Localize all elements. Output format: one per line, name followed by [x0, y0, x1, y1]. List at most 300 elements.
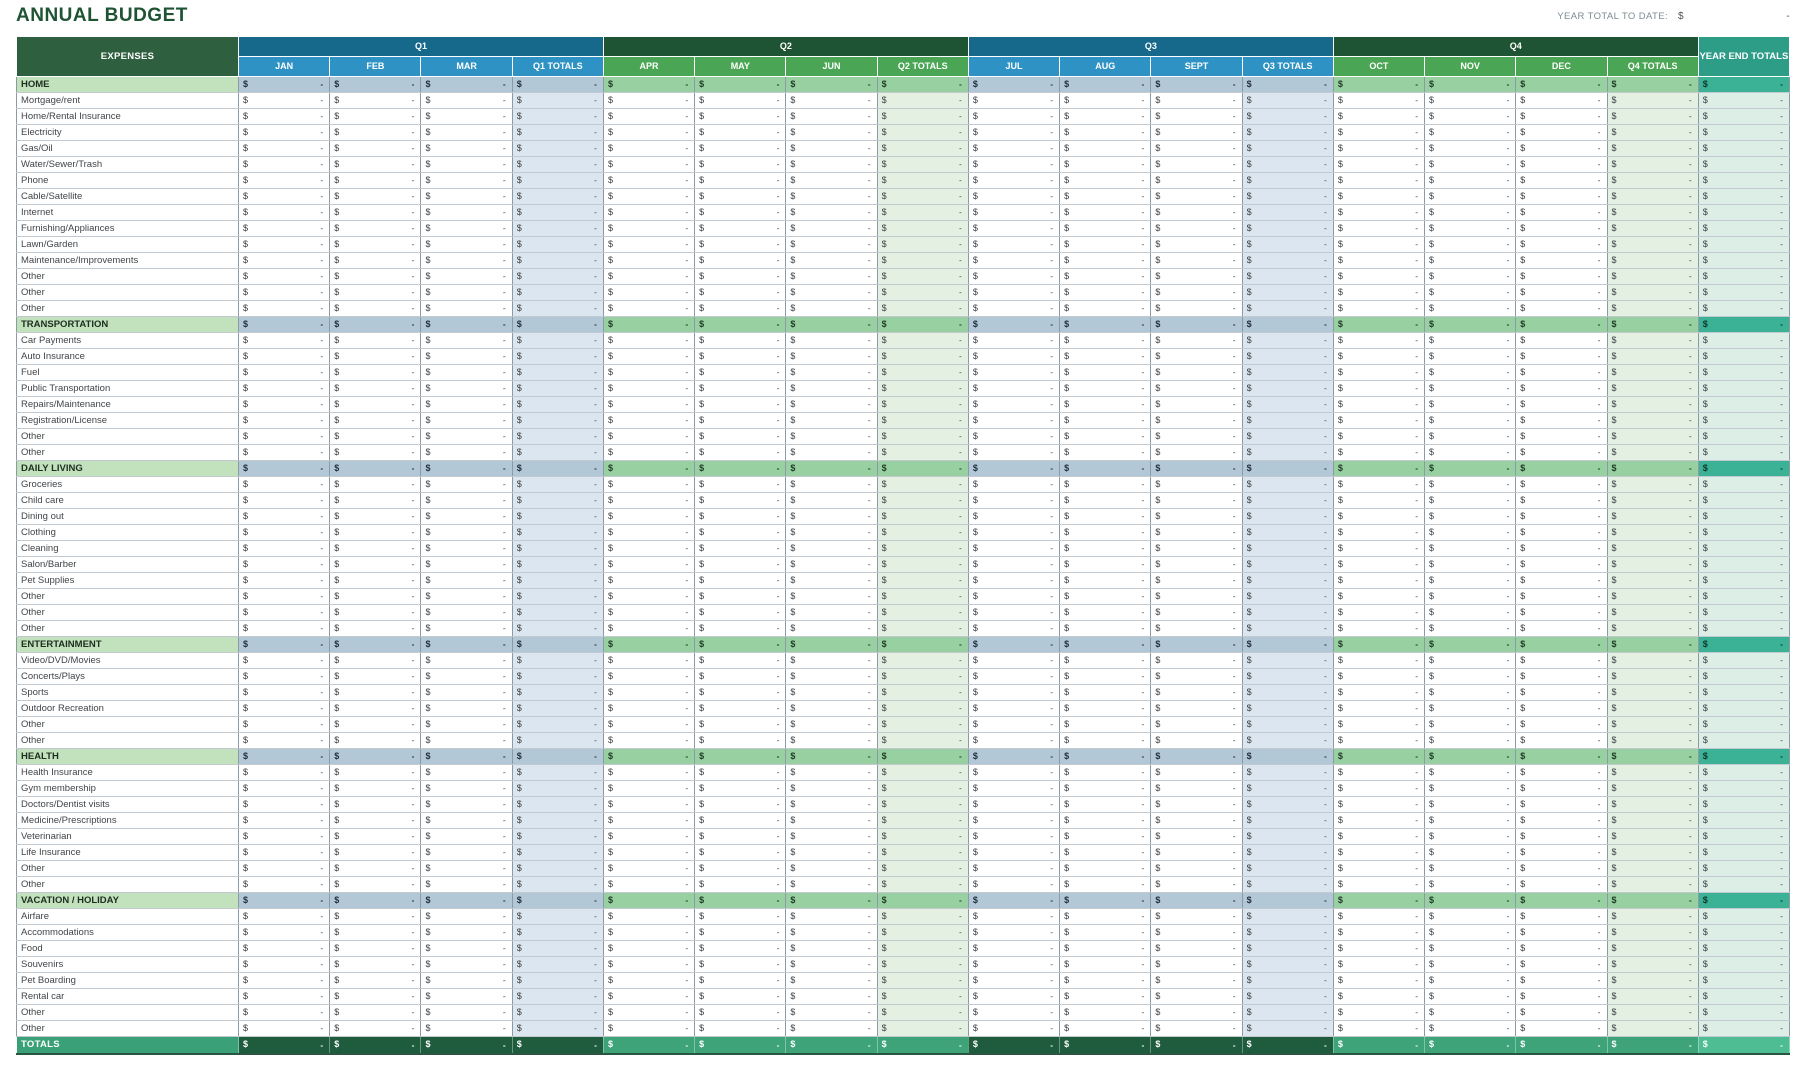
section-year-end-cell[interactable] [1698, 461, 1789, 477]
amount-cell[interactable] [603, 93, 694, 109]
year-end-total-cell[interactable] [1698, 653, 1789, 669]
amount-cell[interactable] [1333, 557, 1424, 573]
quarter-total-cell[interactable] [1242, 573, 1333, 589]
amount-cell[interactable] [1333, 269, 1424, 285]
quarter-total-cell[interactable] [512, 477, 603, 493]
amount-cell[interactable] [968, 957, 1059, 973]
quarter-total-cell[interactable] [1607, 93, 1698, 109]
amount-cell[interactable] [1333, 973, 1424, 989]
amount-cell[interactable] [786, 813, 877, 829]
amount-cell[interactable] [421, 381, 512, 397]
quarter-total-cell[interactable] [512, 989, 603, 1005]
amount-cell[interactable] [1333, 429, 1424, 445]
month-header-apr[interactable]: APR [603, 57, 694, 77]
amount-cell[interactable] [330, 909, 421, 925]
amount-cell[interactable] [968, 861, 1059, 877]
quarter-total-cell[interactable] [512, 205, 603, 221]
section-amount-cell[interactable] [1242, 749, 1333, 765]
amount-cell[interactable] [603, 173, 694, 189]
quarter-total-cell[interactable] [877, 125, 968, 141]
amount-cell[interactable] [330, 941, 421, 957]
amount-cell[interactable] [330, 269, 421, 285]
quarter-total-cell[interactable] [1242, 413, 1333, 429]
amount-cell[interactable] [786, 1021, 877, 1037]
amount-cell[interactable] [1333, 925, 1424, 941]
quarter-total-cell[interactable] [877, 845, 968, 861]
amount-cell[interactable] [1425, 269, 1516, 285]
amount-cell[interactable] [968, 349, 1059, 365]
amount-cell[interactable] [968, 413, 1059, 429]
amount-cell[interactable] [603, 989, 694, 1005]
quarter-total-cell[interactable] [1242, 141, 1333, 157]
amount-cell[interactable] [695, 733, 786, 749]
amount-cell[interactable] [330, 685, 421, 701]
amount-cell[interactable] [1516, 1021, 1607, 1037]
quarter-total-cell[interactable] [1242, 861, 1333, 877]
amount-cell[interactable] [421, 861, 512, 877]
expense-label-cell[interactable]: Home/Rental Insurance [17, 109, 239, 125]
amount-cell[interactable] [1516, 717, 1607, 733]
amount-cell[interactable] [1151, 189, 1242, 205]
amount-cell[interactable] [695, 557, 786, 573]
section-amount-cell[interactable] [330, 317, 421, 333]
amount-cell[interactable] [786, 477, 877, 493]
expense-label-cell[interactable]: Other [17, 621, 239, 637]
amount-cell[interactable] [695, 797, 786, 813]
amount-cell[interactable] [695, 653, 786, 669]
amount-cell[interactable] [603, 605, 694, 621]
quarter-total-cell[interactable] [1242, 877, 1333, 893]
amount-cell[interactable] [239, 605, 330, 621]
quarter-total-cell[interactable] [877, 925, 968, 941]
amount-cell[interactable] [1151, 237, 1242, 253]
amount-cell[interactable] [1060, 269, 1151, 285]
amount-cell[interactable] [421, 397, 512, 413]
amount-cell[interactable] [786, 509, 877, 525]
section-amount-cell[interactable] [1060, 893, 1151, 909]
amount-cell[interactable] [421, 589, 512, 605]
section-amount-cell[interactable] [1333, 317, 1424, 333]
amount-cell[interactable] [1333, 157, 1424, 173]
amount-cell[interactable] [695, 909, 786, 925]
amount-cell[interactable] [968, 541, 1059, 557]
quarter-total-cell[interactable] [1242, 557, 1333, 573]
amount-cell[interactable] [1060, 445, 1151, 461]
quarter-total-cell[interactable] [1607, 205, 1698, 221]
quarter-total-cell[interactable] [1242, 909, 1333, 925]
section-amount-cell[interactable] [1242, 77, 1333, 93]
amount-cell[interactable] [968, 701, 1059, 717]
quarter-total-cell[interactable] [1242, 829, 1333, 845]
quarter-total-cell[interactable] [877, 173, 968, 189]
amount-cell[interactable] [239, 845, 330, 861]
amount-cell[interactable] [239, 797, 330, 813]
amount-cell[interactable] [1516, 189, 1607, 205]
amount-cell[interactable] [1516, 909, 1607, 925]
quarter-header-q4[interactable]: Q4 [1333, 37, 1698, 57]
amount-cell[interactable] [1425, 445, 1516, 461]
section-amount-cell[interactable] [1060, 77, 1151, 93]
year-end-total-cell[interactable] [1698, 445, 1789, 461]
amount-cell[interactable] [239, 685, 330, 701]
amount-cell[interactable] [968, 733, 1059, 749]
year-end-total-cell[interactable] [1698, 573, 1789, 589]
amount-cell[interactable] [1060, 173, 1151, 189]
amount-cell[interactable] [695, 157, 786, 173]
amount-cell[interactable] [421, 365, 512, 381]
amount-cell[interactable] [1333, 621, 1424, 637]
amount-cell[interactable] [1516, 733, 1607, 749]
amount-cell[interactable] [1516, 989, 1607, 1005]
amount-cell[interactable] [786, 333, 877, 349]
quarter-total-cell[interactable] [877, 381, 968, 397]
amount-cell[interactable] [239, 1021, 330, 1037]
amount-cell[interactable] [786, 237, 877, 253]
expense-label-cell[interactable]: Other [17, 605, 239, 621]
quarter-total-cell[interactable] [1607, 109, 1698, 125]
section-amount-cell[interactable] [968, 749, 1059, 765]
amount-cell[interactable] [968, 397, 1059, 413]
amount-cell[interactable] [603, 509, 694, 525]
quarter-total-cell[interactable] [512, 781, 603, 797]
amount-cell[interactable] [1060, 237, 1151, 253]
amount-cell[interactable] [1060, 333, 1151, 349]
amount-cell[interactable] [1151, 941, 1242, 957]
amount-cell[interactable] [1151, 701, 1242, 717]
amount-cell[interactable] [1151, 829, 1242, 845]
amount-cell[interactable] [1333, 573, 1424, 589]
amount-cell[interactable] [1425, 493, 1516, 509]
amount-cell[interactable] [1151, 1005, 1242, 1021]
quarter-total-cell[interactable] [1242, 701, 1333, 717]
amount-cell[interactable] [1060, 573, 1151, 589]
amount-cell[interactable] [1151, 509, 1242, 525]
amount-cell[interactable] [1333, 525, 1424, 541]
amount-cell[interactable] [330, 813, 421, 829]
amount-cell[interactable] [1333, 957, 1424, 973]
amount-cell[interactable] [1060, 877, 1151, 893]
amount-cell[interactable] [1516, 765, 1607, 781]
year-end-total-cell[interactable] [1698, 909, 1789, 925]
amount-cell[interactable] [786, 413, 877, 429]
amount-cell[interactable] [421, 157, 512, 173]
quarter-total-cell[interactable] [1607, 845, 1698, 861]
amount-cell[interactable] [1516, 269, 1607, 285]
year-end-total-cell[interactable] [1698, 205, 1789, 221]
expense-label-cell[interactable]: Other [17, 301, 239, 317]
amount-cell[interactable] [1333, 1005, 1424, 1021]
amount-cell[interactable] [603, 1021, 694, 1037]
amount-cell[interactable] [968, 445, 1059, 461]
amount-cell[interactable] [330, 253, 421, 269]
amount-cell[interactable] [1425, 797, 1516, 813]
year-end-total-cell[interactable] [1698, 493, 1789, 509]
year-end-total-cell[interactable] [1698, 669, 1789, 685]
quarter-total-cell[interactable] [1607, 541, 1698, 557]
quarter-total-cell[interactable] [512, 525, 603, 541]
amount-cell[interactable] [603, 653, 694, 669]
quarter-total-cell[interactable] [877, 445, 968, 461]
amount-cell[interactable] [786, 909, 877, 925]
section-amount-cell[interactable] [877, 77, 968, 93]
expense-label-cell[interactable]: Rental car [17, 989, 239, 1005]
amount-cell[interactable] [1151, 989, 1242, 1005]
year-end-total-cell[interactable] [1698, 989, 1789, 1005]
quarter-total-cell[interactable] [877, 989, 968, 1005]
amount-cell[interactable] [330, 429, 421, 445]
quarter-total-cell[interactable] [1607, 925, 1698, 941]
amount-cell[interactable] [1425, 781, 1516, 797]
amount-cell[interactable] [1425, 477, 1516, 493]
amount-cell[interactable] [968, 109, 1059, 125]
quarter-total-cell[interactable] [877, 909, 968, 925]
amount-cell[interactable] [968, 909, 1059, 925]
amount-cell[interactable] [603, 141, 694, 157]
year-end-total-cell[interactable] [1698, 253, 1789, 269]
amount-cell[interactable] [603, 589, 694, 605]
amount-cell[interactable] [603, 845, 694, 861]
expense-label-cell[interactable]: Pet Supplies [17, 573, 239, 589]
amount-cell[interactable] [239, 509, 330, 525]
amount-cell[interactable] [603, 301, 694, 317]
amount-cell[interactable] [1333, 445, 1424, 461]
quarter-total-cell[interactable] [1607, 573, 1698, 589]
amount-cell[interactable] [1060, 717, 1151, 733]
amount-cell[interactable] [1151, 253, 1242, 269]
expense-label-cell[interactable]: Groceries [17, 477, 239, 493]
quarter-total-cell[interactable] [877, 621, 968, 637]
quarter-totals-header-q1[interactable]: Q1 TOTALS [512, 57, 603, 77]
quarter-total-cell[interactable] [512, 557, 603, 573]
expense-label-cell[interactable]: Internet [17, 205, 239, 221]
amount-cell[interactable] [1060, 621, 1151, 637]
quarter-total-cell[interactable] [1607, 605, 1698, 621]
year-end-total-cell[interactable] [1698, 1005, 1789, 1021]
expense-label-cell[interactable]: Dining out [17, 509, 239, 525]
amount-cell[interactable] [603, 1005, 694, 1021]
amount-cell[interactable] [1060, 93, 1151, 109]
quarter-total-cell[interactable] [512, 173, 603, 189]
totals-amount-cell[interactable] [695, 1037, 786, 1054]
amount-cell[interactable] [1516, 493, 1607, 509]
amount-cell[interactable] [786, 941, 877, 957]
quarter-total-cell[interactable] [1607, 365, 1698, 381]
quarter-total-cell[interactable] [877, 573, 968, 589]
quarter-total-cell[interactable] [877, 701, 968, 717]
section-amount-cell[interactable] [1516, 77, 1607, 93]
amount-cell[interactable] [603, 365, 694, 381]
section-amount-cell[interactable] [968, 893, 1059, 909]
amount-cell[interactable] [1425, 189, 1516, 205]
amount-cell[interactable] [330, 445, 421, 461]
amount-cell[interactable] [239, 653, 330, 669]
section-amount-cell[interactable] [421, 77, 512, 93]
amount-cell[interactable] [1333, 349, 1424, 365]
amount-cell[interactable] [603, 349, 694, 365]
amount-cell[interactable] [968, 765, 1059, 781]
section-amount-cell[interactable] [1516, 749, 1607, 765]
amount-cell[interactable] [603, 269, 694, 285]
quarter-header-q1[interactable]: Q1 [239, 37, 604, 57]
amount-cell[interactable] [1516, 797, 1607, 813]
amount-cell[interactable] [786, 253, 877, 269]
amount-cell[interactable] [1151, 909, 1242, 925]
amount-cell[interactable] [1151, 765, 1242, 781]
amount-cell[interactable] [330, 1005, 421, 1021]
amount-cell[interactable] [330, 669, 421, 685]
quarter-total-cell[interactable] [1607, 445, 1698, 461]
quarter-total-cell[interactable] [1607, 333, 1698, 349]
amount-cell[interactable] [695, 141, 786, 157]
amount-cell[interactable] [786, 301, 877, 317]
expense-label-cell[interactable]: Other [17, 1021, 239, 1037]
year-end-total-cell[interactable] [1698, 429, 1789, 445]
amount-cell[interactable] [330, 349, 421, 365]
amount-cell[interactable] [695, 621, 786, 637]
amount-cell[interactable] [1516, 829, 1607, 845]
amount-cell[interactable] [1516, 925, 1607, 941]
section-amount-cell[interactable] [1516, 317, 1607, 333]
amount-cell[interactable] [695, 765, 786, 781]
section-amount-cell[interactable] [1242, 317, 1333, 333]
amount-cell[interactable] [695, 237, 786, 253]
amount-cell[interactable] [1060, 605, 1151, 621]
expense-label-cell[interactable]: Furnishing/Appliances [17, 221, 239, 237]
quarter-total-cell[interactable] [512, 509, 603, 525]
amount-cell[interactable] [330, 189, 421, 205]
amount-cell[interactable] [968, 717, 1059, 733]
section-amount-cell[interactable] [786, 637, 877, 653]
year-end-total-cell[interactable] [1698, 701, 1789, 717]
amount-cell[interactable] [1060, 733, 1151, 749]
amount-cell[interactable] [695, 701, 786, 717]
amount-cell[interactable] [330, 381, 421, 397]
amount-cell[interactable] [603, 621, 694, 637]
section-amount-cell[interactable] [330, 893, 421, 909]
amount-cell[interactable] [421, 957, 512, 973]
section-amount-cell[interactable] [877, 637, 968, 653]
amount-cell[interactable] [603, 573, 694, 589]
amount-cell[interactable] [695, 525, 786, 541]
section-amount-cell[interactable] [695, 317, 786, 333]
expense-label-cell[interactable]: Airfare [17, 909, 239, 925]
expense-label-cell[interactable]: Water/Sewer/Trash [17, 157, 239, 173]
section-amount-cell[interactable] [1151, 749, 1242, 765]
quarter-total-cell[interactable] [512, 653, 603, 669]
amount-cell[interactable] [330, 525, 421, 541]
amount-cell[interactable] [786, 957, 877, 973]
quarter-total-cell[interactable] [877, 1005, 968, 1021]
amount-cell[interactable] [786, 285, 877, 301]
amount-cell[interactable] [1333, 813, 1424, 829]
year-end-total-cell[interactable] [1698, 685, 1789, 701]
amount-cell[interactable] [1151, 781, 1242, 797]
quarter-total-cell[interactable] [877, 765, 968, 781]
amount-cell[interactable] [1060, 861, 1151, 877]
expense-label-cell[interactable]: Other [17, 717, 239, 733]
year-end-total-cell[interactable] [1698, 717, 1789, 733]
amount-cell[interactable] [1425, 877, 1516, 893]
amount-cell[interactable] [1425, 909, 1516, 925]
quarter-total-cell[interactable] [1242, 109, 1333, 125]
expense-label-cell[interactable]: Cable/Satellite [17, 189, 239, 205]
amount-cell[interactable] [239, 989, 330, 1005]
amount-cell[interactable] [1151, 845, 1242, 861]
amount-cell[interactable] [1060, 957, 1151, 973]
section-amount-cell[interactable] [330, 461, 421, 477]
amount-cell[interactable] [695, 605, 786, 621]
year-end-total-cell[interactable] [1698, 733, 1789, 749]
amount-cell[interactable] [239, 349, 330, 365]
quarter-total-cell[interactable] [877, 797, 968, 813]
section-amount-cell[interactable] [1607, 461, 1698, 477]
year-end-total-cell[interactable] [1698, 93, 1789, 109]
amount-cell[interactable] [1151, 493, 1242, 509]
quarter-total-cell[interactable] [877, 653, 968, 669]
amount-cell[interactable] [1516, 669, 1607, 685]
year-end-total-cell[interactable] [1698, 141, 1789, 157]
amount-cell[interactable] [1425, 717, 1516, 733]
amount-cell[interactable] [1060, 509, 1151, 525]
amount-cell[interactable] [239, 733, 330, 749]
amount-cell[interactable] [1425, 589, 1516, 605]
year-end-total-cell[interactable] [1698, 221, 1789, 237]
totals-amount-cell[interactable] [1607, 1037, 1698, 1054]
amount-cell[interactable] [695, 269, 786, 285]
amount-cell[interactable] [1516, 957, 1607, 973]
expense-label-cell[interactable]: Souvenirs [17, 957, 239, 973]
amount-cell[interactable] [1060, 141, 1151, 157]
amount-cell[interactable] [1333, 797, 1424, 813]
quarter-total-cell[interactable] [512, 189, 603, 205]
amount-cell[interactable] [695, 573, 786, 589]
year-end-total-cell[interactable] [1698, 365, 1789, 381]
amount-cell[interactable] [968, 621, 1059, 637]
year-end-total-cell[interactable] [1698, 109, 1789, 125]
amount-cell[interactable] [239, 973, 330, 989]
amount-cell[interactable] [695, 413, 786, 429]
quarter-total-cell[interactable] [1607, 909, 1698, 925]
amount-cell[interactable] [695, 333, 786, 349]
amount-cell[interactable] [239, 669, 330, 685]
quarter-total-cell[interactable] [1607, 669, 1698, 685]
amount-cell[interactable] [421, 333, 512, 349]
amount-cell[interactable] [968, 525, 1059, 541]
amount-cell[interactable] [695, 477, 786, 493]
section-label-entertainment[interactable]: ENTERTAINMENT [17, 637, 239, 653]
amount-cell[interactable] [239, 493, 330, 509]
amount-cell[interactable] [1151, 285, 1242, 301]
amount-cell[interactable] [1425, 301, 1516, 317]
quarter-total-cell[interactable] [1242, 221, 1333, 237]
amount-cell[interactable] [1516, 685, 1607, 701]
amount-cell[interactable] [330, 957, 421, 973]
amount-cell[interactable] [1516, 781, 1607, 797]
amount-cell[interactable] [1151, 381, 1242, 397]
expense-label-cell[interactable]: Other [17, 589, 239, 605]
amount-cell[interactable] [330, 285, 421, 301]
amount-cell[interactable] [786, 429, 877, 445]
quarter-total-cell[interactable] [1242, 429, 1333, 445]
year-end-total-cell[interactable] [1698, 477, 1789, 493]
amount-cell[interactable] [1333, 189, 1424, 205]
amount-cell[interactable] [1151, 269, 1242, 285]
quarter-total-cell[interactable] [1607, 717, 1698, 733]
amount-cell[interactable] [239, 253, 330, 269]
section-amount-cell[interactable] [1333, 461, 1424, 477]
expense-label-cell[interactable]: Medicine/Prescriptions [17, 813, 239, 829]
expense-label-cell[interactable]: Life Insurance [17, 845, 239, 861]
